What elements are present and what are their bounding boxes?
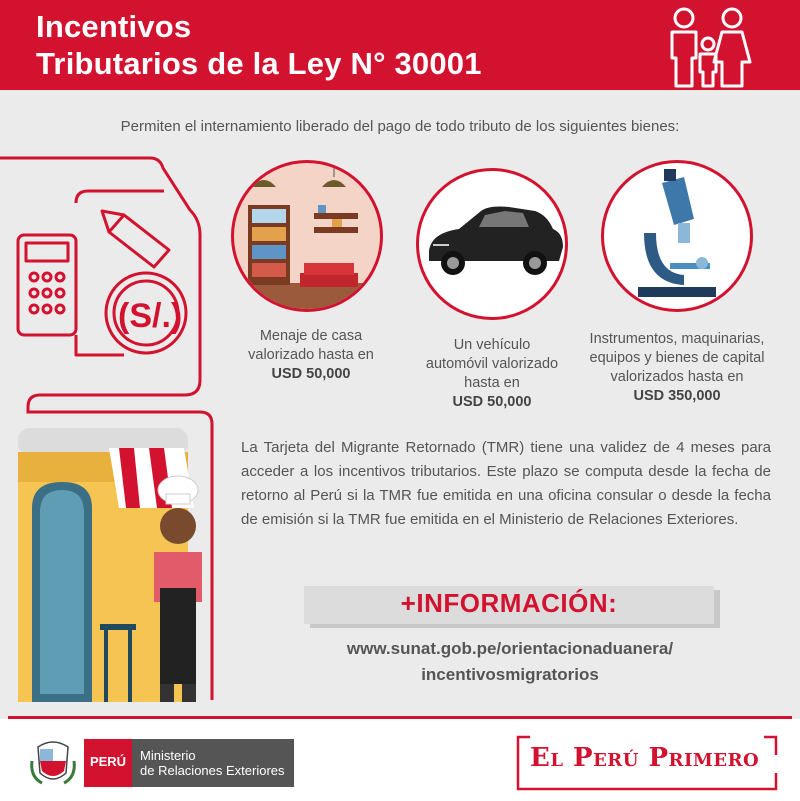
tmr-paragraph: La Tarjeta del Migrante Retornado (TMR) tiene una validez de 4 meses para acceder a los incentivos tributarios. Este plazo se computa desde la fecha de retorno al Perú si la TMR fue emitida en una oficina consular o desde la fecha de emisión si la TMR fue emitida en el Ministerio de Relaciones Exteriores.	[241, 439, 771, 528]
car-illustration	[419, 171, 565, 317]
microscope-illustration	[604, 163, 750, 309]
caption-car-amount: USD 50,000	[452, 394, 532, 410]
soles-coin-icon: (S/.)	[118, 297, 183, 335]
caption-furniture-line2: valorizado hasta en	[248, 347, 374, 363]
furniture-circle	[231, 160, 383, 312]
caption-car-line2: automóvil valorizado	[425, 356, 559, 372]
info-title: +INFORMACIÓN:	[400, 588, 618, 618]
coat-of-arms-icon	[30, 737, 76, 787]
chef-shop-illustration	[14, 428, 214, 708]
caption-car-line3: hasta en	[464, 375, 520, 391]
calculator-document-icon	[14, 185, 209, 385]
info-url[interactable]	[300, 636, 720, 688]
info-url-line2[interactable]: incentivosmigratorios	[421, 665, 599, 684]
info-url-line1[interactable]: www.sunat.gob.pe/orientacionaduanera/	[346, 639, 674, 658]
microscope-circle	[601, 160, 753, 312]
furniture-illustration	[234, 163, 380, 309]
caption-equipment-line2: equipos y bienes de capital	[589, 350, 765, 366]
ministry-name	[140, 748, 285, 778]
ministry-line-2: de Relaciones Exteriores	[140, 763, 285, 778]
caption-equipment	[582, 330, 772, 406]
ministry-line-1: Ministerio	[140, 748, 196, 763]
peru-label: PERÚ	[89, 754, 127, 769]
caption-furniture-line1: Menaje de casa	[259, 328, 363, 344]
caption-furniture	[236, 327, 386, 384]
caption-equipment-line1: Instrumentos, maquinarias,	[589, 331, 765, 347]
title-line-2: Tributarios de la Ley N° 30001	[36, 46, 482, 81]
slogan-text: El Perú Primero	[530, 743, 760, 773]
title-line-1: Incentivos	[36, 9, 192, 44]
caption-furniture-amount: USD 50,000	[271, 366, 351, 382]
caption-car-line1: Un vehículo	[453, 337, 531, 353]
intro-text: Permiten el internamiento liberado del pago de todo tributo de los siguientes bienes:	[120, 118, 680, 135]
caption-equipment-line3: valorizados hasta en	[610, 369, 744, 385]
caption-equipment-amount: USD 350,000	[633, 388, 721, 404]
caption-car	[412, 336, 572, 412]
car-circle	[416, 168, 568, 320]
